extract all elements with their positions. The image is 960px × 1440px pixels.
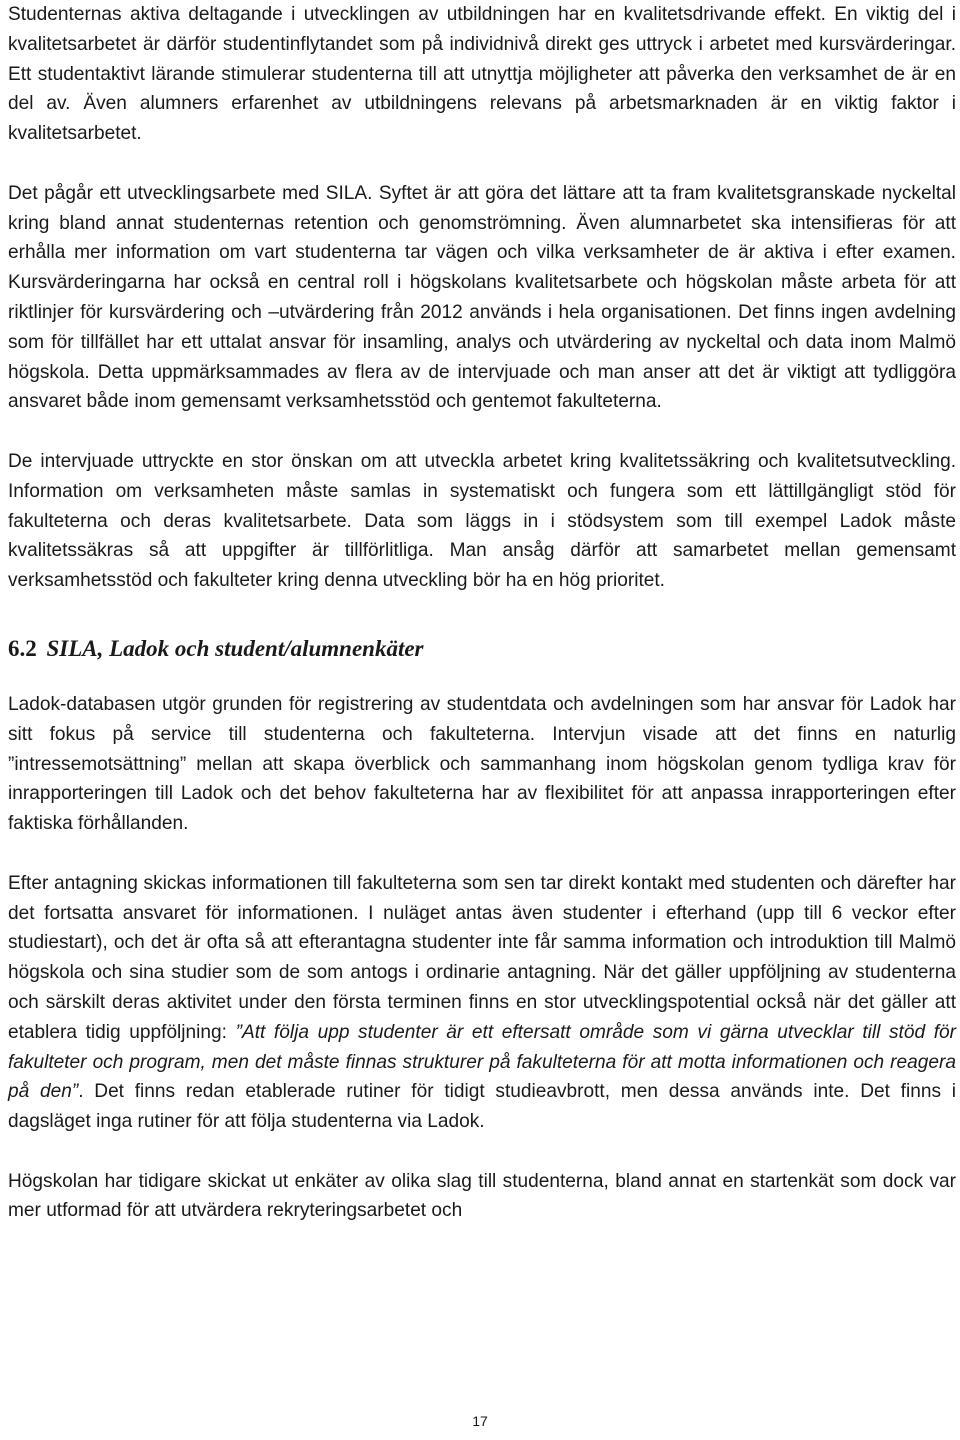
- heading-spacer: [8, 664, 956, 690]
- paragraph-spacer: [8, 839, 956, 869]
- paragraph: Ladok-databasen utgör grunden för registrering av studentdata och avdelningen som har ansvar för Ladok har sitt fokus på service till studenterna och fakulteterna. Intervjun visade att det finns en naturlig ”intressemotsättning” mellan att skapa överblick och sammanhang inom högskolan genom tydliga krav för inrapporteringen till Ladok och det behov fakulteterna har av flexibilitet för att anpassa inrapporteringen efter faktiska förhållanden.: [8, 693, 956, 835]
- page-body: [8, 0, 956, 1226]
- paragraph: Högskolan har tidigare skickat ut enkäter av olika slag till studenterna, bland annat en startenkät som dock var mer utformad för att utvärdera rekryteringsarbetet och: [8, 1170, 956, 1222]
- paragraph: De intervjuade uttryckte en stor önskan om att utveckla arbetet kring kvalitetssäkring och kvalitetsutveckling. Information om verksamheten måste samlas in systematiskt och fungera som ett lättillgängligt stöd för fakulteterna och deras kvalitetsarbete. Data som läggs in i stödsystem som till exempel Ladok måste kvalitetssäkras så att uppgifter är tillförlitliga. Man ansåg därför att samarbetet mellan gemensamt verksamhetsstöd och fakulteter kring denna utveckling bör ha en hög prioritet.: [8, 450, 956, 592]
- page-number: 17: [472, 1413, 488, 1429]
- paragraph-text: Efter antagning skickas informationen till fakulteterna som sen tar direkt kontakt med studenten och därefter har det fortsatta ansvaret för informationen. I nuläget antas även studenter i efterhand (upp till 6 veckor efter studiestart), och det är ofta så att efterantagna studenter inte får samma information och introduktion till Malmö högskola och sina studier som de som antogs i ordinarie antagning. När det gäller uppföljning av studenterna och särskilt deras aktivitet under den första terminen finns en stor utvecklingspotential också när det gäller att etablera tidig uppföljning:: [8, 872, 956, 1043]
- section-heading: [8, 634, 956, 664]
- paragraph-spacer: [8, 417, 956, 447]
- section-number: 6.2: [8, 635, 37, 661]
- paragraph-text: . Det finns redan etablerade rutiner för tidigt studieavbrott, men dessa används inte. Det finns i dagsläget inga rutiner för att följa studenterna via Ladok.: [8, 1081, 956, 1133]
- paragraph-spacer: [8, 596, 956, 634]
- section-title: SILA, Ladok och student/alumnenkäter: [46, 635, 424, 661]
- quote: ”Att följa upp studenter är ett eftersatt område som vi gärna utvecklar till stöd för fakulteter och program, men det måste finnas strukturer på fakulteterna för att motta informationen och reagera på den”: [8, 1021, 956, 1103]
- paragraph-spacer: [8, 149, 956, 179]
- paragraph: Studenternas aktiva deltagande i utvecklingen av utbildningen har en kvalitetsdrivande effekt. En viktig del i kvalitetsarbetet är därför studentinflytandet som på individnivå direkt ges uttryck i arbetet med kursvärderingar. Ett studentaktivt lärande stimulerar studenterna till att utnyttja möjligheter att påverka den verksamhet de är en del av. Även alumners erfarenhet av utbildningens relevans på arbetsmarknaden är en viktig faktor i kvalitetsarbetet.: [8, 4, 956, 145]
- paragraph: Det pågår ett utvecklingsarbete med SILA. Syftet är att göra det lättare att ta fram kvalitetsgranskade nyckeltal kring bland annat studenternas retention och genomströmning. Även alumnarbetet ska intensifieras för att erhålla mer information om vart studenterna tar vägen och vilka verksamheter de är aktiva i efter examen. Kursvärderingarna har också en central roll i högskolans kvalitetsarbete och högskolan måste arbeta för att riktlinjer för kursvärdering och –utvärdering från 2012 används i hela organisationen. Det finns ingen avdelning som för tillfället har ett uttalat ansvar för insamling, analys och utvärdering av nyckeltal och data inom Malmö högskola. Detta uppmärksammades av flera av de intervjuade och man anser att det är viktigt att tydliggöra ansvaret både inom gemensamt verksamhetsstöd och gentemot fakulteterna.: [8, 182, 956, 413]
- paragraph: [8, 869, 956, 1137]
- paragraph-spacer: [8, 1137, 956, 1167]
